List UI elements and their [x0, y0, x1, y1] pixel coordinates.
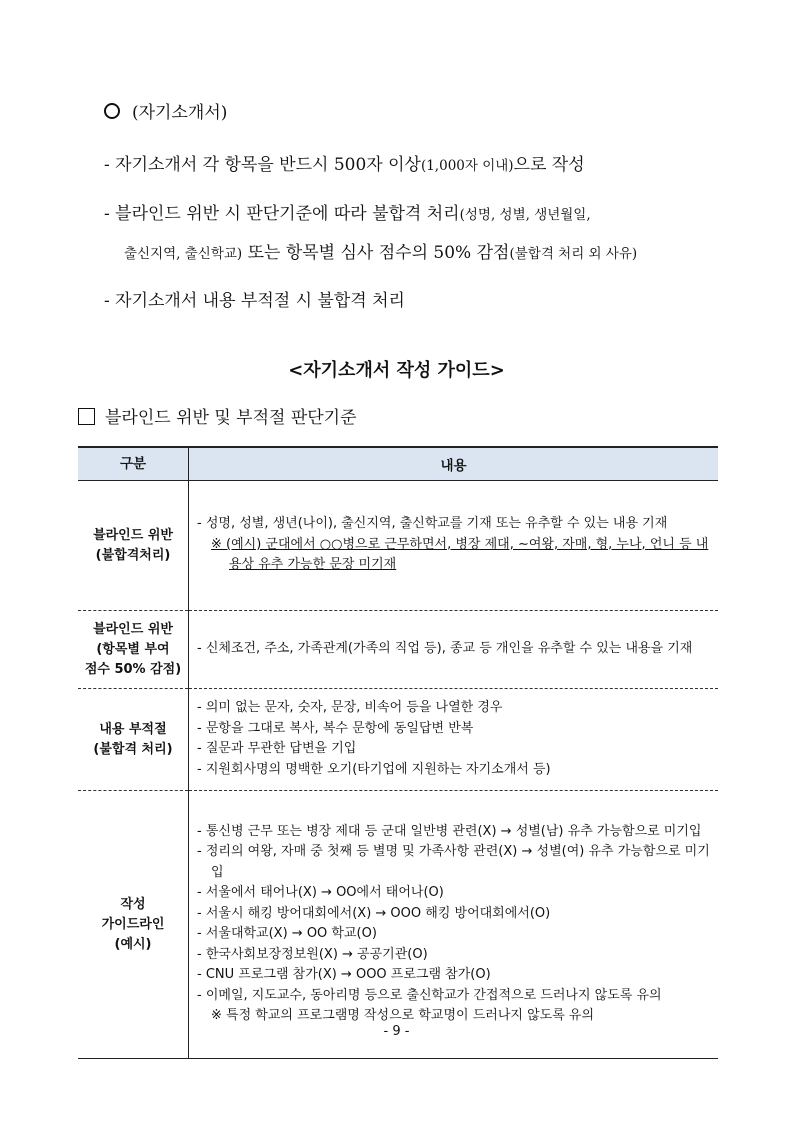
row3-content: - 의미 없는 문자, 숫자, 문장, 비속어 등을 나열한 경우 - 문항을 그대로 복사, 복수 문항에 동일답변 반복 - 질문과 무관한 답변을 기입 - 지원회사명의 명백한 오기(타기업에 지원하는 자기소개서 등) [189, 689, 719, 791]
header-content: 내용 [189, 447, 719, 481]
row4-label: 작성 가이드라인 (예시) [78, 791, 189, 1059]
guide-title: <자기소개서 작성 가이드> [288, 360, 505, 381]
intro-bullet-1: - 자기소개서 각 항목을 반드시 500자 이상(1,000자 이내)으로 작성 [104, 155, 585, 175]
row1-label: 블라인드 위반 (불합격처리) [78, 481, 189, 611]
page-number: - 9 - [383, 1024, 410, 1039]
row4-content: - 통신병 근무 또는 병장 제대 등 군대 일반병 관련(X) → 성별(남) 유추 가능함으로 미기입 - 정리의 여왕, 자매 중 첫째 등 별명 및 가족사항 관련(X) → 성별(여) 유추 가능함으로 미기입 - 서울에서 태어나(X) → OO에서 태어나(O) - 서울시 해킹 방어대회에서(X) → OOO 해킹 방어대회에서(O) - 서울대학교(X) → OO 학교(O) - 한국사회보장정보원(X) → 공공기관(O) - CNU 프로그램 참가(X) → OOO 프로그램 참가(O) - 이메일, 지도교수, 동아리명 등으로 출신학교가 간접적으로 드러나지 않도록 유의 ※ 특정 학교의 프로그램명 작성으로 학교명이 드러나지 않도록 유의 [189, 791, 719, 1059]
row2-content: - 신체조건, 주소, 가족관계(가족의 직업 등), 종교 등 개인을 유추할 수 있는 내용을 기재 [189, 611, 719, 689]
table-row [78, 481, 718, 611]
guide-table [78, 446, 718, 1059]
circle-bullet-icon [104, 103, 120, 119]
row2-label: 블라인드 위반 (항목별 부여 점수 50% 감점) [78, 611, 189, 689]
table-row [78, 689, 718, 791]
section-heading: 블라인드 위반 및 부적절 판단기준 [78, 403, 357, 428]
intro-bullet-3: - 자기소개서 내용 부적절 시 불합격 처리 [104, 291, 405, 311]
table-header-row [78, 447, 718, 481]
intro-heading: (자기소개서) [104, 98, 227, 123]
row1-content: - 성명, 성별, 생년(나이), 출신지역, 출신학교를 기재 또는 유추할 수 있는 내용 기재 ※ (예시) 군대에서 ○○병으로 근무하면서, 병장 제대, ∼여왕, 자매, 형, 누나, 언니 등 내용상 유추 가능한 문장 미기재 [189, 481, 719, 611]
checkbox-square-icon [78, 408, 95, 425]
table-row [78, 791, 718, 1059]
intro-bullet-2-line-1: - 블라인드 위반 시 판단기준에 따라 불합격 처리(성명, 성별, 생년월일, [104, 204, 591, 224]
table-row [78, 611, 718, 689]
intro-bullet-2-line-2: 출신지역, 출신학교) 또는 항목별 심사 점수의 50% 감점(불합격 처리 외 사유) [124, 243, 638, 263]
header-category: 구분 [78, 447, 189, 481]
row3-label: 내용 부적절 (불합격 처리) [78, 689, 189, 791]
